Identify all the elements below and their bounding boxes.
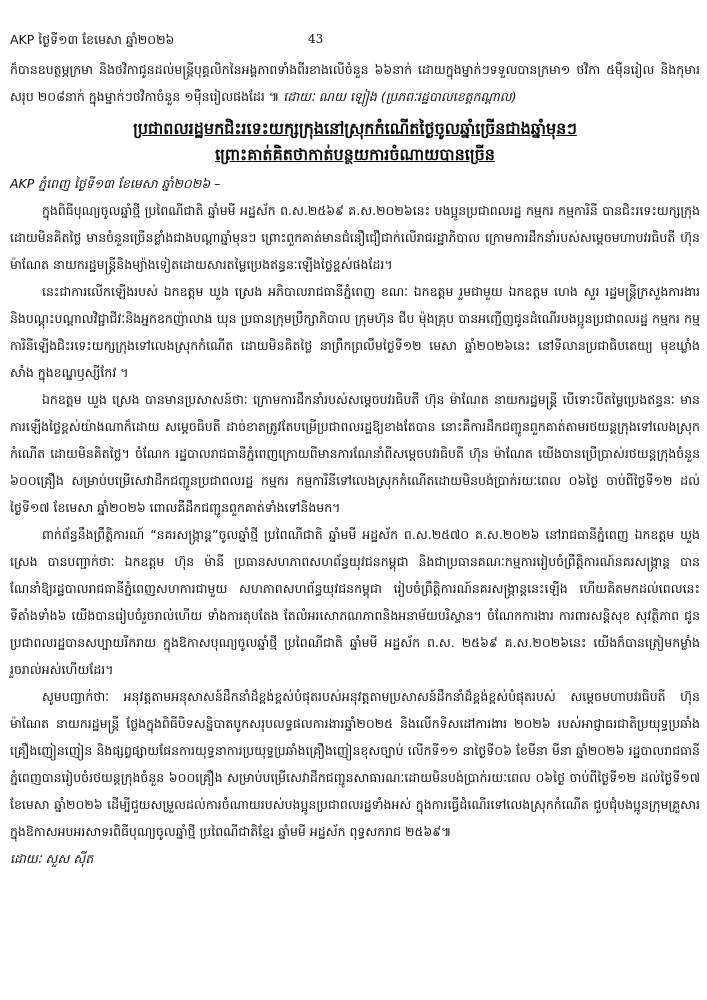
article-byline: ដោយៈ សួស ស៊ីត [10, 851, 94, 866]
header-date: AKP ថ្ងៃទី១៣ ខែមេសា ឆ្នាំ២០២៦ [10, 32, 175, 47]
paragraph-1: ក្នុងពិធីបុណ្យចូលឆ្នាំថ្មី ប្រពៃណីជាតិ ឆ្នាំមមី អដ្ឋស័ក ព.ស.២៥៦៩ គ.ស.២០២៦នេះ បងប្អូនប្រជាពលរដ្ឋ កម្មករ កម្មការិនី បានជិះរទេះយក្សក្រុង ដោយមិនគិតថ្លៃ មានចំនួនច្រើនខ្លាំងជាងបណ្ដាឆ្នាំមុនៗ ព្រោះពួកគាត់មានជំនឿជឿជាក់លើរាជរដ្ឋាភិបាល ក្រោមការដឹកនាំរបស់សម្ដេចមហាបវរធិបតី ហ៊ុន ម៉ាណែត នាយករដ្ឋមន្ត្រីនិងម្យ៉ាងទៀតដោយសារតម្លៃប្រេងឥន្ធនៈឡើងថ្លៃខ្ពស់ផងដែរ។ [10, 203, 700, 272]
previous-article-credit: ដោយៈ ណយ ឡៀង (ប្រភពៈរដ្ឋបាលខេត្តកណ្ដាល) [283, 89, 517, 104]
article-dateline: AKP ភ្នំពេញ ថ្ងៃទី១៣ ខែមេសា ឆ្នាំ២០២៦ – [10, 176, 221, 191]
paragraph-2: នេះជាការលើកឡើងរបស់ ឯកឧត្ដម ឃួង ស្រេង អភិបាលរាជធានីភ្នំពេញ ខណៈ ឯកឧត្ដម រួមជាមួយ ឯកឧត្ដម ហេង សួរ រដ្ឋមន្ត្រីក្រសួងការងារ និងបណ្ដុះបណ្ដាលវិជ្ជាជីវៈនិងអ្នកឧកញ៉ាលាង ឃុន ប្រធានក្រុមប្រឹក្សាភិបាល ក្រុមហ៊ុន ជីប ម៉ុងគ្រុប បានអញ្ជើញជូនដំណើរបងប្អូនប្រជាពលរដ្ឋ កម្មករ កម្មការិនីឡើងជិះរទេះយក្សក្រុងទៅលេងស្រុកកំណើត ដោយមិនគិតថ្លៃ នាព្រឹកព្រលឹមថ្ងៃទី១២ មេសា ឆ្នាំ២០២៦នេះ នៅទីលានប្រជាធិបតេយ្យ មុខឃ្លាំងសាំង ក្នុងខណ្ឌឫស្សីកែវ ។ [10, 284, 700, 380]
page-number: 43 [308, 32, 324, 46]
paragraph-5: សូមបញ្ជាក់ថាៈ អនុវត្តតាមអនុសាសន៍ដឹកនាំដ៏ខ្ពង់ខ្ពស់បំផុតរបស់អនុវត្តតាមប្រសាសន៍ដឹកនាំដ៏ខ្ពង់ខ្ពស់បំផុតរបស់ សម្ដេចមហាបវរធិបតី ហ៊ុន ម៉ាណែត នាយករដ្ឋមន្ត្រី ថ្លែងក្នុងពិធីបិទសន្និបាតបូកសរុបលទ្ធផលការងារឆ្នាំ២០២៥ និងលើកទិសដៅការងារ ២០២៦ របស់អាជ្ញាធរជាតិប្រយុទ្ធប្រឆាំងគ្រឿងញៀនញៀន និងផ្សព្វផ្សាយផែនការយុទ្ធនាការប្រយុទ្ធប្រឆាំងគ្រឿងញៀនខុសច្បាប់ លើកទី១១ នាថ្ងៃទី០៦ ខែមីនា មីនា ឆ្នាំ២០២៦ រដ្ឋបាលរាជធានីភ្នំពេញបានរៀបចំរថយន្តក្រុងចំនួន ៦០០គ្រឿង សម្រាប់បម្រើសេវាដឹកជញ្ជូនសាធារណៈដោយមិនបង់ប្រាក់រយៈពេល ០៦ថ្ងៃ ចាប់ពីថ្ងៃទី១២ ដល់ថ្ងៃទី១៧ ខែមេសា ឆ្នាំ២០២៦ ដើម្បីជួយសម្រួលដល់ការចំណាយរបស់បងប្អូនប្រជាពលរដ្ឋទាំងអស់ ក្នុងការធ្វើដំណើរទៅលេងស្រុកកំណើត ជួបជុំបងប្អូនក្រុមគ្រួសារ ក្នុងឱកាសអបអរសាទរពិធីបុណ្យចូលឆ្នាំថ្មី ប្រពៃណីជាតិខ្មែរ ឆ្នាំមមី អដ្ឋស័ក ពុទ្ធសករាជ ២៥៦៩៕ [10, 689, 700, 839]
paragraph-3: ឯកឧត្ដម ឃួង ស្រេង បានមានប្រសាសន៍ថាៈ ក្រោមការដឹកនាំរបស់សម្ដេចបវរធិបតី ហ៊ុន ម៉ាណែត នាយករដ្ឋមន្ត្រី បើទោះបីតម្លៃប្រេងឥន្ធនៈ មានការឡើងថ្លៃខ្ពស់យ៉ាងណាក៏ដោយ សម្ដេចធិបតី ដាច់ខាតត្រូវតែបម្រើប្រជាពលរដ្ឋឱ្យខាងតែបាន នោះគឺការដឹកជញ្ជូនពួកគាត់តាមរថយន្តក្រុងទៅលេងស្រុកកំណើត ដោយមិនគិតថ្លៃ។ ចំណែក រដ្ឋបាលរាជធានីភ្នំពេញក្រោយពីមានការណែនាំពីសម្ដេចបវរធិបតី ហ៊ុន ម៉ាណែត យើងបានប្រើប្រាស់រថយន្តក្រុងចំនួន ៦០០គ្រឿង សម្រាប់បម្រើសេវាដឹកជញ្ជូនប្រជាពលរដ្ឋ កម្មករ កម្មការិនីទៅលេងស្រុកកំណើតដោយមិនបង់ប្រាក់រយៈពេល ០៦ថ្ងៃ ចាប់ពីថ្ងៃទី១២ ដល់ថ្ងៃទី១៧ ខែមេសា ឆ្នាំ២០២៦ ពោលគឺដឹកជញ្ជូនពួកគាត់ទាំងទៅនិងមក។ [10, 392, 700, 515]
previous-article-text: ក៏បានឧបត្ថម្ភក្រមា និងថវិកាជូនដល់មន្ត្រីបុគ្គលិកនៃអង្គភាពទាំងពីរខាងលើចំនួន ៦៦នាក់ ដោយក្នុងម្នាក់ៗទទួលបានក្រមា១ ថវិកា ៥ម៉ឺនរៀល និងកុមារសរុប ២០៨នាក់ ក្នុងម្នាក់ៗថវិកាចំនួន ១ម៉ឺនរៀលផងដែរ ៕ [10, 62, 700, 104]
previous-article-ending [10, 56, 700, 110]
article-body [10, 56, 700, 872]
headline-line-1: ប្រជាពលរដ្ឋមកជិះរទេះយក្សក្រុងនៅស្រុកកំណើតថ្ងៃចូលឆ្នាំច្រើនជាងឆ្នាំមុនៗ [133, 119, 577, 138]
headline-line-2: ព្រោះគាត់គិតថាកាត់បន្ថយការចំណាយបានច្រើន [215, 145, 495, 164]
page-header [10, 32, 700, 52]
paragraph-4: ពាក់ព័ន្ធនឹងព្រឹត្តិការណ៍ “នគរសង្ក្រាន្ត”ចូលឆ្នាំថ្មី ប្រពៃណីជាតិ ឆ្នាំមមី អដ្ឋស័ក ព.ស.២៥៧០ គ.ស.២០២៦ នៅរាជធានីភ្នំពេញ ឯកឧត្ដម ឃួង ស្រេង បានបញ្ជាក់ថាៈ ឯកឧត្ដម ហ៊ុន ម៉ានី ប្រធានសហភាពសហព័ន្ធយុវជនកម្ពុជា និងជាប្រធានគណៈកម្មការរៀបចំព្រឹត្តិការណ៍នគរសង្ក្រាន្ត បានណែនាំឱ្យរដ្ឋបាលរាជធានីភ្នំពេញសហការជាមួយ សហភាពសហព័ន្ធយុវជនកម្ពុជា រៀបចំព្រឹត្តិការណ៍នគរសង្ក្រាន្តនេះឡើង ហើយគិតមកដល់ពេលនេះ ទីតាំងទាំង៦ យើងបានរៀបចំរួចរាល់ហើយ ទាំងការតុបតែង តែលំអរសោភណភាពនិងអនាម័យបរិស្ថាន។ ចំណែកការងារ ការពារសន្តិសុខ សុវត្ថិភាព ជូនប្រជាពលរដ្ឋបានសប្បាយរីករាយ ក្នុងឱកាសបុណ្យចូលឆ្នាំថ្មី ប្រពៃណីជាតិ ឆ្នាំមមី អដ្ឋស័ក ព.ស. ២៥៦៩ គ.ស.២០២៦នេះ យើងក៏បានត្រៀមកម្លាំងរួចរាល់អស់ហើយដែរ។ [10, 527, 700, 677]
article-headline [10, 116, 700, 168]
